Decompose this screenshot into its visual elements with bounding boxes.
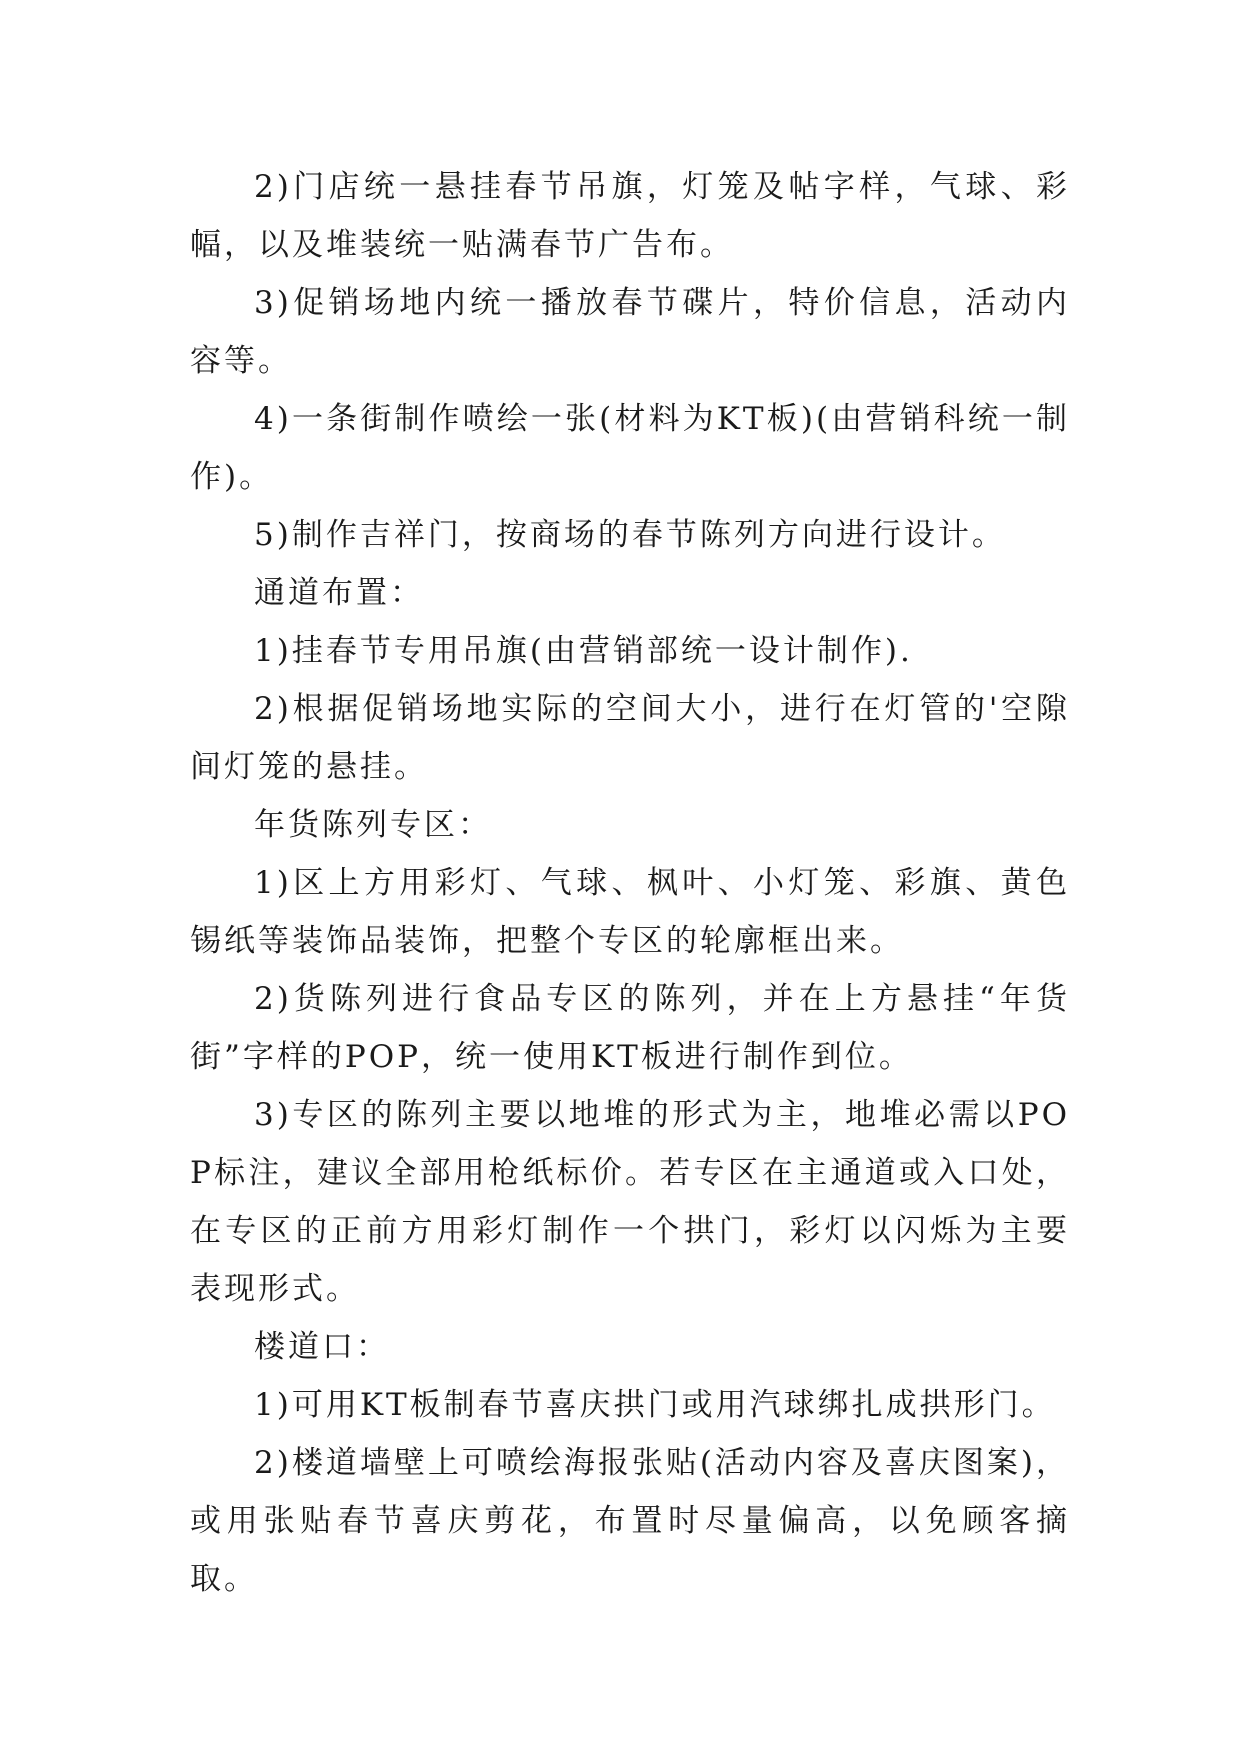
paragraph: 1)区上方用彩灯、气球、枫叶、小灯笼、彩旗、黄色锡纸等装饰品装饰，把整个专区的轮廓框出来。 (190, 865, 1070, 959)
paragraph: 3)促销场地内统一播放春节碟片，特价信息，活动内容等。 (190, 285, 1070, 379)
paragraph: 5)制作吉祥门，按商场的春节陈列方向进行设计。 (254, 517, 1006, 553)
document-body (190, 158, 1070, 1608)
paragraph: 4)一条街制作喷绘一张(材料为KT板)(由营销科统一制作)。 (190, 401, 1070, 495)
paragraph: 2)货陈列进行食品专区的陈列，并在上方悬挂“年货街”字样的POP，统一使用KT板进行制作到位。 (190, 981, 1070, 1075)
paragraph: 1)挂春节专用吊旗(由营销部统一设计制作). (254, 633, 913, 669)
section-heading: 楼道口： (254, 1329, 390, 1365)
paragraph: 2)楼道墙壁上可喷绘海报张贴(活动内容及喜庆图案)，或用张贴春节喜庆剪花，布置时尽量偏高，以免顾客摘取。 (190, 1445, 1071, 1597)
section-heading: 通道布置： (254, 575, 424, 611)
paragraph: 2)门店统一悬挂春节吊旗，灯笼及帖字样，气球、彩幅，以及堆装统一贴满春节广告布。 (190, 169, 1070, 263)
paragraph: 3)专区的陈列主要以地堆的形式为主，地堆必需以POP标注，建议全部用枪纸标价。若专区在主通道或入口处，在专区的正前方用彩灯制作一个拱门，彩灯以闪烁为主要表现形式。 (190, 1097, 1070, 1307)
paragraph: 1)可用KT板制春节喜庆拱门或用汽球绑扎成拱形门。 (254, 1387, 1056, 1423)
paragraph: 2)根据促销场地实际的空间大小，进行在灯管的'空隙间灯笼的悬挂。 (190, 691, 1070, 785)
section-heading: 年货陈列专区： (254, 807, 492, 843)
